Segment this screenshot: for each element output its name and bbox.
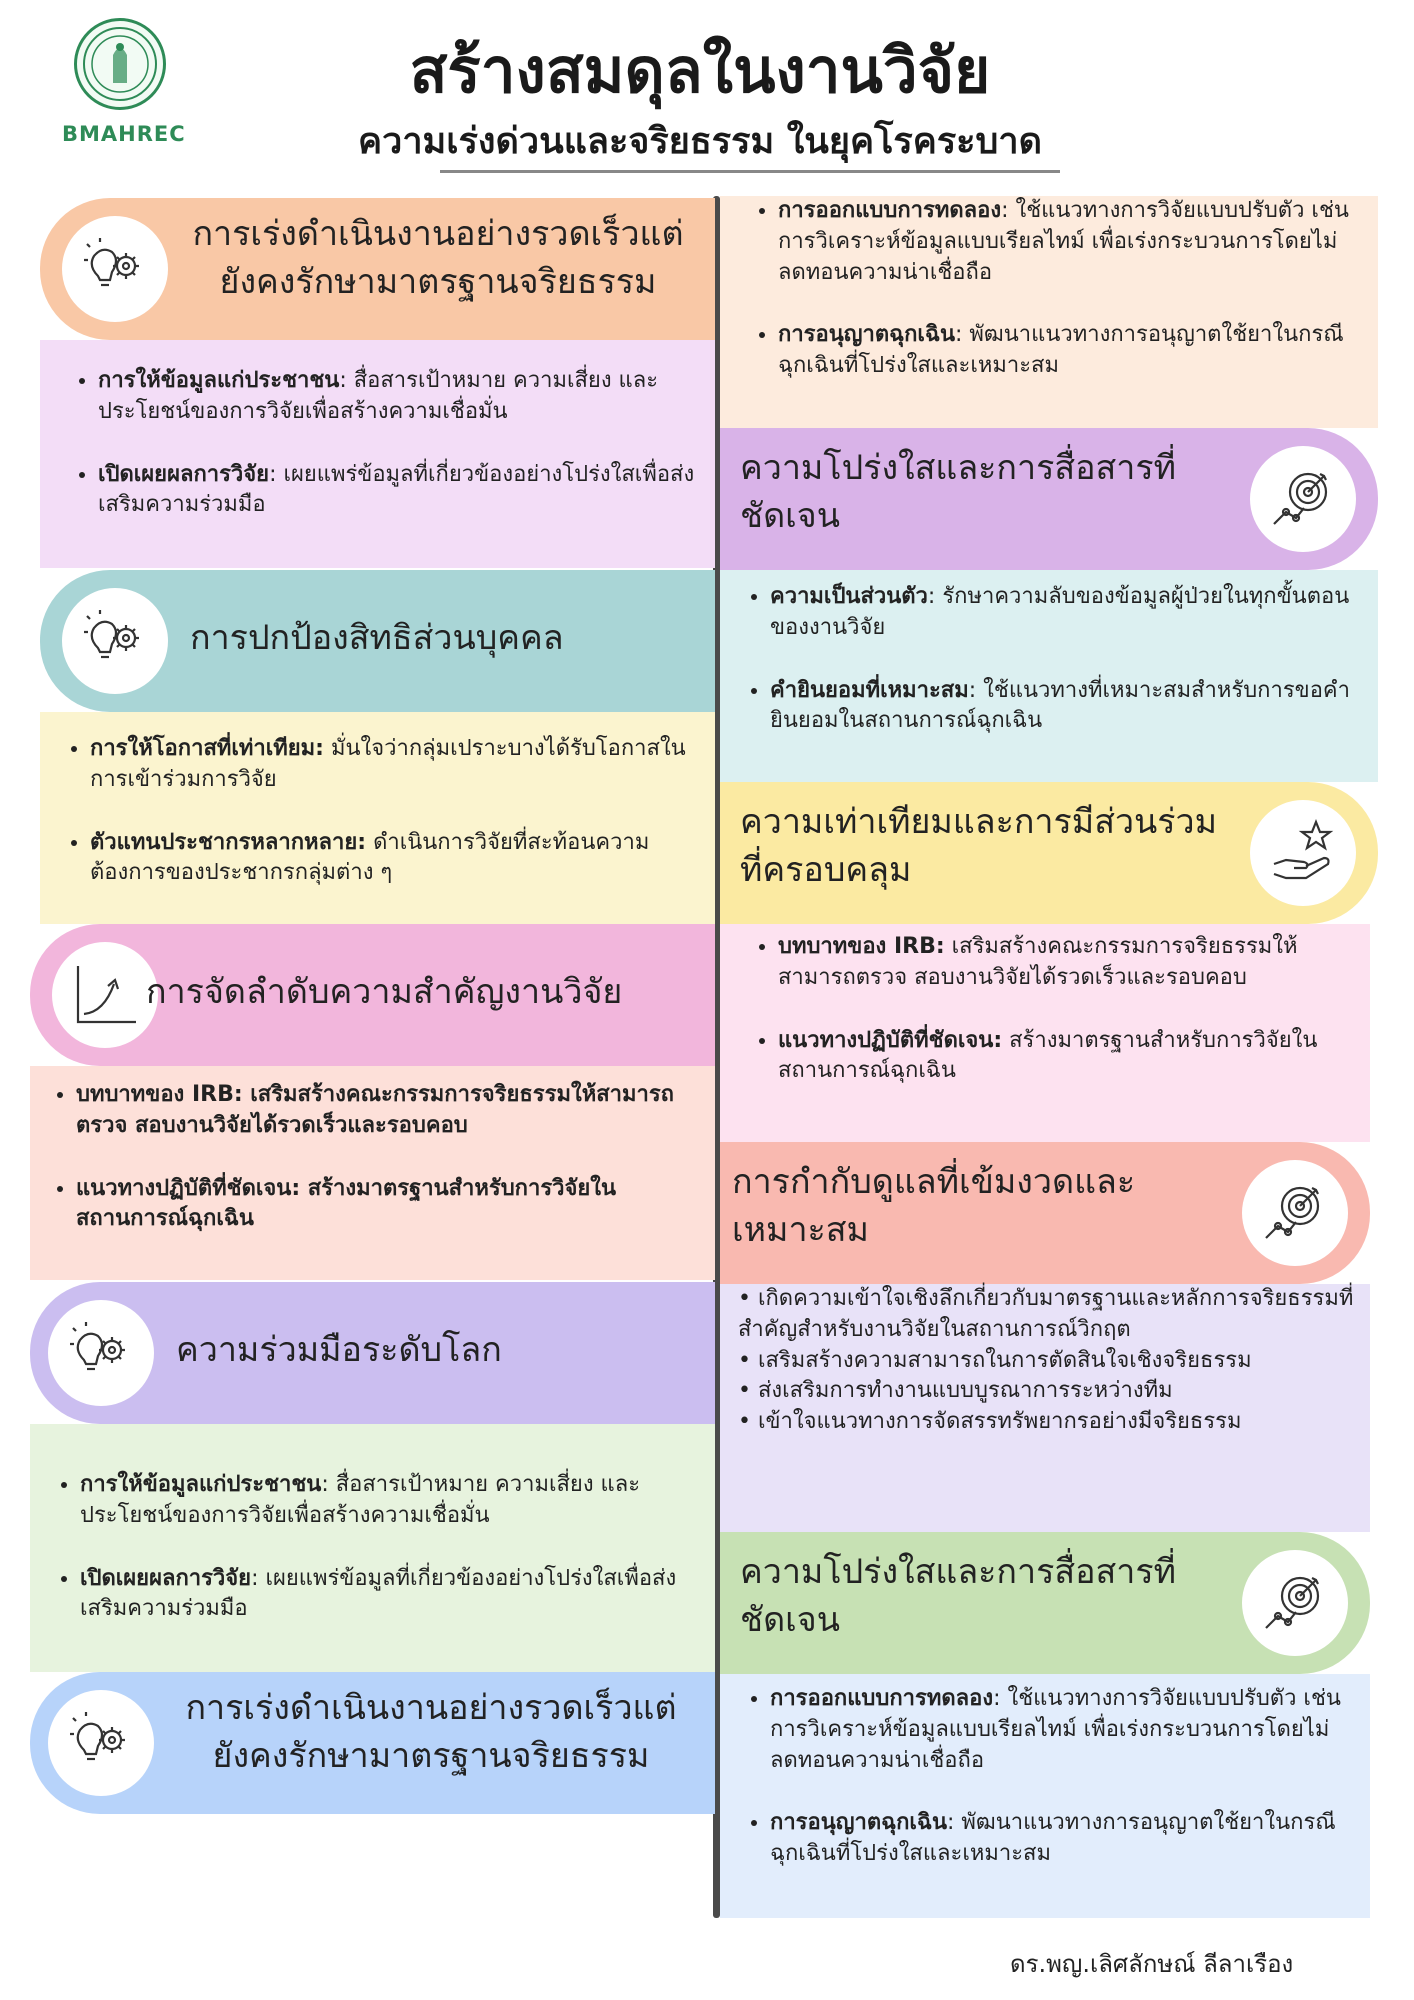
list-item: • การอนุญาตฉุกเฉิน: พัฒนาแนวทางการอนุญาตใช้ยาในกรณีฉุกเฉินที่โปร่งใสและเหมาะสม bbox=[778, 320, 1358, 382]
seal-icon bbox=[74, 18, 166, 110]
lightbulb-gear-icon bbox=[48, 1690, 154, 1796]
right-section-4-header bbox=[720, 1532, 1370, 1674]
right-top-content bbox=[720, 196, 1378, 428]
target-icon bbox=[1242, 1160, 1348, 1266]
target-icon bbox=[1242, 1550, 1348, 1656]
left-section-5-header bbox=[30, 1672, 715, 1814]
right-section-2-header bbox=[720, 782, 1378, 924]
right-section-4-content bbox=[720, 1674, 1370, 1918]
right-section-2-content bbox=[720, 924, 1370, 1142]
list-item: • บทบาทของ IRB: เสริมสร้างคณะกรรมการจริยธรรมให้สามารถตรวจ สอบงานวิจัยได้รวดเร็วและรอบคอบ bbox=[76, 1080, 695, 1142]
title-underline bbox=[440, 170, 1060, 173]
right-section-3-line-4: • เข้าใจแนวทางการจัดสรรทรัพยากรอย่างมีจริยธรรม bbox=[738, 1409, 1242, 1435]
left-section-4-header bbox=[30, 1282, 715, 1424]
list-item: • การให้ข้อมูลแก่ประชาชน: สื่อสารเป้าหมาย ความเสี่ยง และประโยชน์ของการวิจัยเพื่อสร้างความเชื่อมั่น bbox=[98, 366, 695, 428]
right-section-2-title-line2: ที่ครอบคลุม bbox=[740, 850, 912, 891]
list-item: • แนวทางปฏิบัติที่ชัดเจน: สร้างมาตรฐานสำหรับการวิจัยในสถานการณ์ฉุกเฉิน bbox=[76, 1174, 695, 1236]
list-item: • เปิดเผยผลการวิจัย: เผยแพร่ข้อมูลที่เกี่ยวข้องอย่างโปร่งใสเพื่อส่งเสริมความร่วมมือ bbox=[80, 1564, 695, 1626]
page-subtitle: ความเร่งด่วนและจริยธรรม ในยุคโรคระบาด bbox=[358, 121, 1042, 162]
right-section-3-line-2: • เสริมสร้างความสามารถในการตัดสินใจเชิงจริยธรรม bbox=[738, 1347, 1252, 1373]
right-section-1-title-line2: ชัดเจน bbox=[740, 496, 840, 537]
lightbulb-gear-icon bbox=[62, 216, 168, 322]
right-section-2-title-line1: ความเท่าเทียมและการมีส่วนร่วม bbox=[740, 802, 1218, 842]
left-section-2-title: การปกป้องสิทธิส่วนบุคคล bbox=[190, 618, 564, 658]
list-item: • ตัวแทนประชากรหลากหลาย: ดำเนินการวิจัยที่สะท้อนความต้องการของประชากรกลุ่มต่าง ๆ bbox=[90, 828, 695, 890]
left-section-5-title-line2: ยังคงรักษามาตรฐานจริยธรรม bbox=[212, 1736, 650, 1777]
left-section-1-content bbox=[40, 340, 715, 568]
list-item: • คำยินยอมที่เหมาะสม: ใช้แนวทางที่เหมาะสมสำหรับการขอคำยินยอมในสถานการณ์ฉุกเฉิน bbox=[770, 676, 1358, 738]
list-item: • การอนุญาตฉุกเฉิน: พัฒนาแนวทางการอนุญาตใช้ยาในกรณีฉุกเฉินที่โปร่งใสและเหมาะสม bbox=[770, 1808, 1350, 1870]
list-item: • แนวทางปฏิบัติที่ชัดเจน: สร้างมาตรฐานสำหรับการวิจัยในสถานการณ์ฉุกเฉิน bbox=[778, 1026, 1350, 1088]
hand-star-icon bbox=[1250, 800, 1356, 906]
right-section-1-title-line1: ความโปร่งใสและการสื่อสารที่ bbox=[740, 448, 1177, 488]
list-item: • ความเป็นส่วนตัว: รักษาความลับของข้อมูลผู้ป่วยในทุกขั้นตอนของงานวิจัย bbox=[770, 582, 1358, 644]
list-item: • การออกแบบการทดลอง: ใช้แนวทางการวิจัยแบบปรับตัว เช่น การวิเคราะห์ข้อมูลแบบเรียลไทม์ เพื่อเร่งกระบวนการโดยไม่ลดทอนความน่าเชื่อถือ bbox=[778, 196, 1358, 288]
right-section-3-line-3: • ส่งเสริมการทำงานแบบบูรณาการระหว่างทีม bbox=[738, 1378, 1173, 1404]
left-section-3-title: การจัดลำดับความสำคัญงานวิจัย bbox=[146, 972, 623, 1012]
right-section-4-title-line2: ชัดเจน bbox=[740, 1600, 840, 1641]
right-section-3-title-line1: การกำกับดูแลที่เข้มงวดและ bbox=[732, 1162, 1136, 1202]
growth-chart-icon bbox=[52, 942, 158, 1048]
right-section-3-header bbox=[720, 1142, 1370, 1284]
list-item: • การออกแบบการทดลอง: ใช้แนวทางการวิจัยแบบปรับตัว เช่น การวิเคราะห์ข้อมูลแบบเรียลไทม์ เพื่อเร่งกระบวนการโดยไม่ลดทอนความน่าเชื่อถือ bbox=[770, 1684, 1350, 1776]
list-item: • การให้โอกาสที่เท่าเทียม: มั่นใจว่ากลุ่มเปราะบางได้รับโอกาสในการเข้าร่วมการวิจัย bbox=[90, 734, 695, 796]
left-section-2-content bbox=[40, 712, 715, 924]
left-section-4-title: ความร่วมมือระดับโลก bbox=[176, 1330, 502, 1370]
left-section-1-title-line2: ยังคงรักษามาตรฐานจริยธรรม bbox=[219, 262, 657, 303]
left-section-1-header bbox=[40, 198, 715, 340]
logo-text: BMAHREC bbox=[62, 122, 186, 146]
page-title: สร้างสมดุลในงานวิจัย bbox=[409, 34, 991, 107]
right-section-3-line-1: • เกิดความเข้าใจเชิงลึกเกี่ยวกับมาตรฐานและหลักการจริยธรรมที่สำคัญสำหรับงานวิจัยในสถานการณ์วิกฤต bbox=[738, 1286, 1354, 1342]
right-section-3-content bbox=[720, 1284, 1370, 1532]
lightbulb-gear-icon bbox=[48, 1300, 154, 1406]
author-name: ดร.พญ.เลิศลักษณ์ ลีลาเรือง bbox=[1010, 1950, 1294, 1978]
left-section-1-title-line1: การเร่งดำเนินงานอย่างรวดเร็วแต่ bbox=[192, 214, 684, 254]
list-item: • เปิดเผยผลการวิจัย: เผยแพร่ข้อมูลที่เกี่ยวข้องอย่างโปร่งใสเพื่อส่งเสริมความร่วมมือ bbox=[98, 460, 695, 522]
left-section-5-title-line1: การเร่งดำเนินงานอย่างรวดเร็วแต่ bbox=[185, 1688, 677, 1728]
list-item: • การให้ข้อมูลแก่ประชาชน: สื่อสารเป้าหมาย ความเสี่ยง และประโยชน์ของการวิจัยเพื่อสร้างความเชื่อมั่น bbox=[80, 1470, 695, 1532]
right-section-3-title-line2: เหมาะสม bbox=[732, 1210, 869, 1251]
right-section-1-content bbox=[720, 570, 1378, 782]
target-icon bbox=[1250, 446, 1356, 552]
lightbulb-gear-icon bbox=[62, 588, 168, 694]
left-section-3-content bbox=[30, 1066, 715, 1280]
right-section-4-title-line1: ความโปร่งใสและการสื่อสารที่ bbox=[740, 1552, 1177, 1592]
left-section-3-header bbox=[30, 924, 715, 1066]
left-section-4-content bbox=[30, 1424, 715, 1672]
right-section-1-header bbox=[720, 428, 1378, 570]
left-section-2-header bbox=[40, 570, 715, 712]
list-item: • บทบาทของ IRB: เสริมสร้างคณะกรรมการจริยธรรมให้สามารถตรวจ สอบงานวิจัยได้รวดเร็วและรอบคอบ bbox=[778, 932, 1350, 994]
bmahrec-logo bbox=[62, 18, 186, 148]
